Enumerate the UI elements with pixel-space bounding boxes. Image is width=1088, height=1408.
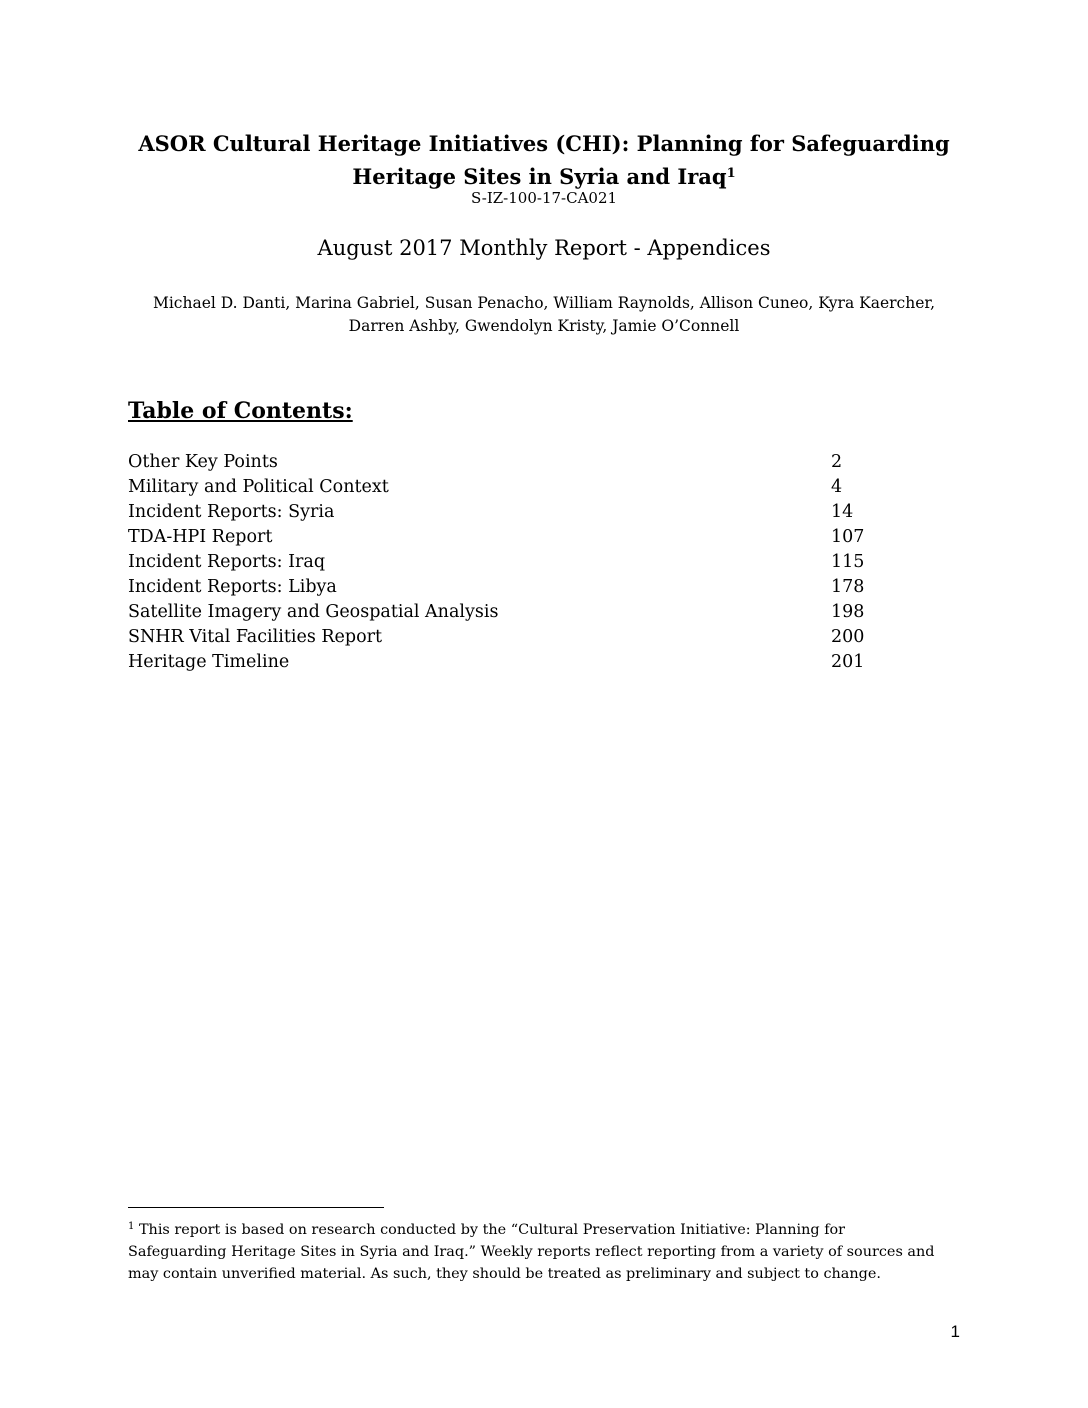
toc-entry-label: Heritage Timeline (128, 652, 290, 672)
toc-entry-label: Satellite Imagery and Geospatial Analysis (128, 602, 499, 622)
footnote (128, 1216, 964, 1285)
table-of-contents (128, 450, 888, 675)
toc-entry-other-key-points[interactable] (128, 450, 888, 475)
toc-entry-page: 198 (831, 602, 865, 622)
report-title-line-2 (0, 160, 1088, 191)
toc-entry-label: Military and Political Context (128, 477, 389, 497)
toc-entry-label: Incident Reports: Iraq (128, 552, 326, 572)
toc-entry-incident-reports-iraq[interactable] (128, 550, 888, 575)
toc-entry-page: 178 (831, 577, 865, 597)
report-subtitle: August 2017 Monthly Report - Appendices (317, 236, 771, 260)
report-title-line-2-text: Heritage Sites in Syria and Iraq (352, 164, 727, 189)
toc-heading: Table of Contents: (128, 398, 353, 424)
toc-entry-page: 14 (831, 502, 854, 522)
footnote-line-1 (128, 1216, 964, 1241)
award-code: S-IZ-100-17-CA021 (470, 189, 618, 207)
toc-entry-label: Other Key Points (128, 452, 278, 472)
toc-entry-military-political-context[interactable] (128, 475, 888, 500)
toc-entry-label: SNHR Vital Facilities Report (128, 627, 383, 647)
toc-entry-page: 107 (831, 527, 865, 547)
authors-line-2: Darren Ashby, Gwendolyn Kristy, Jamie O’Connell (348, 317, 740, 335)
toc-entry-tda-hpi-report[interactable] (128, 525, 888, 550)
toc-entry-snhr-vital-facilities[interactable] (128, 625, 888, 650)
toc-entry-satellite-imagery[interactable] (128, 600, 888, 625)
footnote-divider (128, 1207, 384, 1208)
toc-entry-page: 200 (831, 627, 865, 647)
toc-entry-page: 2 (831, 452, 843, 472)
toc-entry-page: 201 (831, 652, 865, 672)
toc-entry-incident-reports-libya[interactable] (128, 575, 888, 600)
toc-entry-label: TDA-HPI Report (128, 527, 273, 547)
toc-entry-page: 115 (831, 552, 865, 572)
footnote-marker: 1 (128, 1221, 135, 1232)
footnote-line-2: Safeguarding Heritage Sites in Syria and Iraq.” Weekly reports reflect reporting from a variety of sources and (128, 1244, 935, 1260)
toc-entry-label: Incident Reports: Syria (128, 502, 335, 522)
page-number: 1 (950, 1322, 960, 1341)
toc-entry-heritage-timeline[interactable] (128, 650, 888, 675)
footnote-line-3: may contain unverified material. As such, they should be treated as preliminary and subject to change. (128, 1266, 881, 1282)
title-footnote-marker[interactable]: 1 (726, 166, 736, 181)
footnote-line-1-text: This report is based on research conducted by the “Cultural Preservation Initiative: Planning for (138, 1222, 846, 1238)
toc-entry-label: Incident Reports: Libya (128, 577, 337, 597)
toc-entry-incident-reports-syria[interactable] (128, 500, 888, 525)
toc-entry-page: 4 (831, 477, 843, 497)
report-title-line-1: ASOR Cultural Heritage Initiatives (CHI): Planning for Safeguarding (138, 131, 950, 156)
authors-line-1: Michael D. Danti, Marina Gabriel, Susan Penacho, William Raynolds, Allison Cuneo, Kyra Kaercher, (152, 294, 936, 312)
